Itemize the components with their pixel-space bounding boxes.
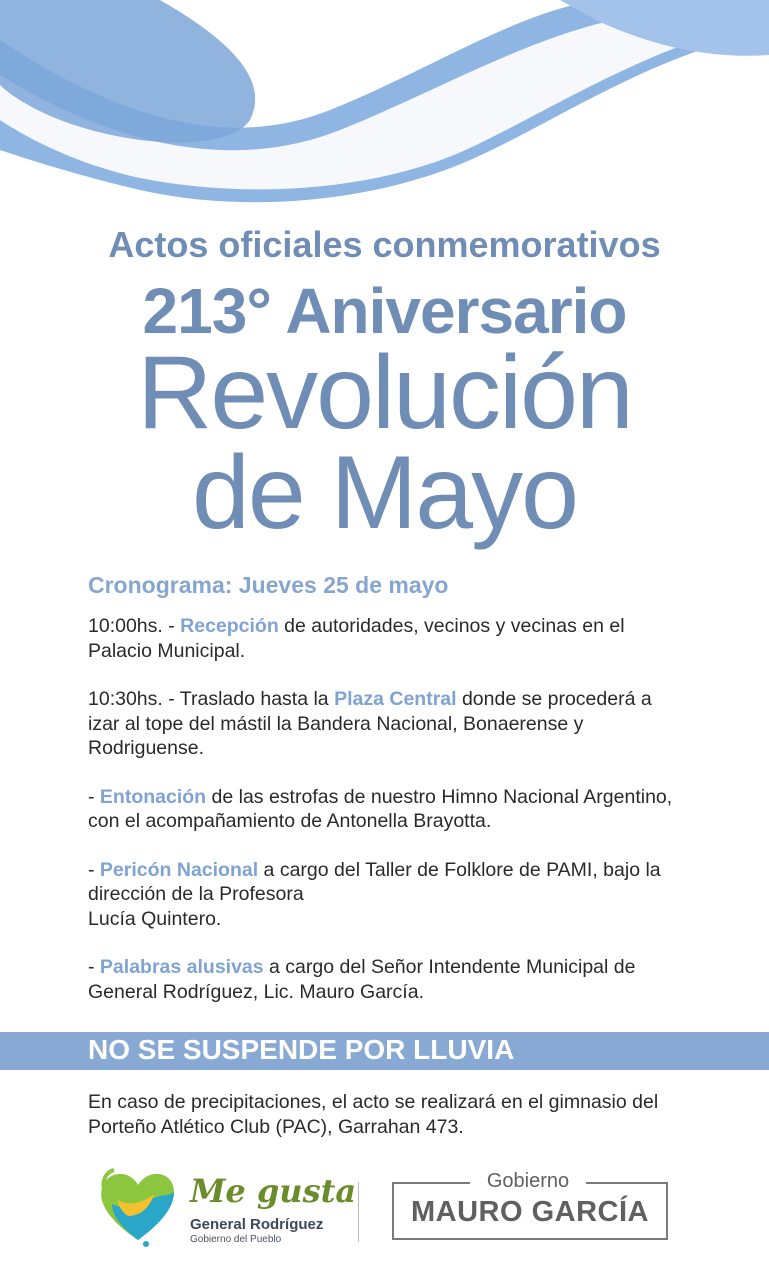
rain-note: En caso de precipitaciones, el acto se realizará en el gimnasio del Porteño Atlético Club (PAC), Garrahan 473. xyxy=(88,1091,659,1138)
gobierno-label: Gobierno xyxy=(470,1170,586,1193)
argentine-flag-ribbon xyxy=(0,0,769,210)
schedule-item-pericon: - Pericón Nacional a cargo del Taller de Folklore de PAMI, bajo la dirección de la Profesora Lucía Quintero. xyxy=(88,858,661,930)
heading-de-mayo: de Mayo xyxy=(192,435,577,551)
schedule-item-entonacion: - Entonación de las estrofas de nuestro Himno Nacional Argentino, con el acompañamiento de Antonella Brayotta. xyxy=(88,785,673,832)
logo-city: General Rodríguez xyxy=(190,1216,324,1233)
no-suspende-banner xyxy=(0,1032,769,1070)
schedule-item-palabras: - Palabras alusivas a cargo del Señor Intendente Municipal de General Rodríguez, Lic. Mauro García. xyxy=(88,956,636,1003)
schedule-item-traslado: 10:30hs. - Traslado hasta la Plaza Central donde se procederá a izar al tope del mástil la Bandera Nacional, Bonaerense y Rodriguense. xyxy=(88,688,652,759)
schedule-title: Cronograma: Jueves 25 de mayo xyxy=(88,572,449,598)
gobierno-name: MAURO GARCÍA xyxy=(411,1196,649,1228)
logo-tagline: Gobierno del Pueblo xyxy=(190,1234,282,1245)
footer-divider xyxy=(358,1182,359,1242)
schedule-item-recepcion: 10:00hs. - Recepción de autoridades, vecinos y vecinas en el Palacio Municipal. xyxy=(88,615,625,662)
logo-slogan: Me gusta xyxy=(190,1172,357,1210)
schedule-body xyxy=(88,614,688,1028)
heading-aniversario: 213° Aniversario xyxy=(142,275,627,347)
banner-text: NO SE SUSPENDE POR LLUVIA xyxy=(88,1034,515,1065)
heading-revolucion: Revolución xyxy=(137,335,632,451)
heart-logo-icon xyxy=(98,1160,178,1248)
heading-actos-oficiales: Actos oficiales conmemorativos xyxy=(108,224,661,265)
